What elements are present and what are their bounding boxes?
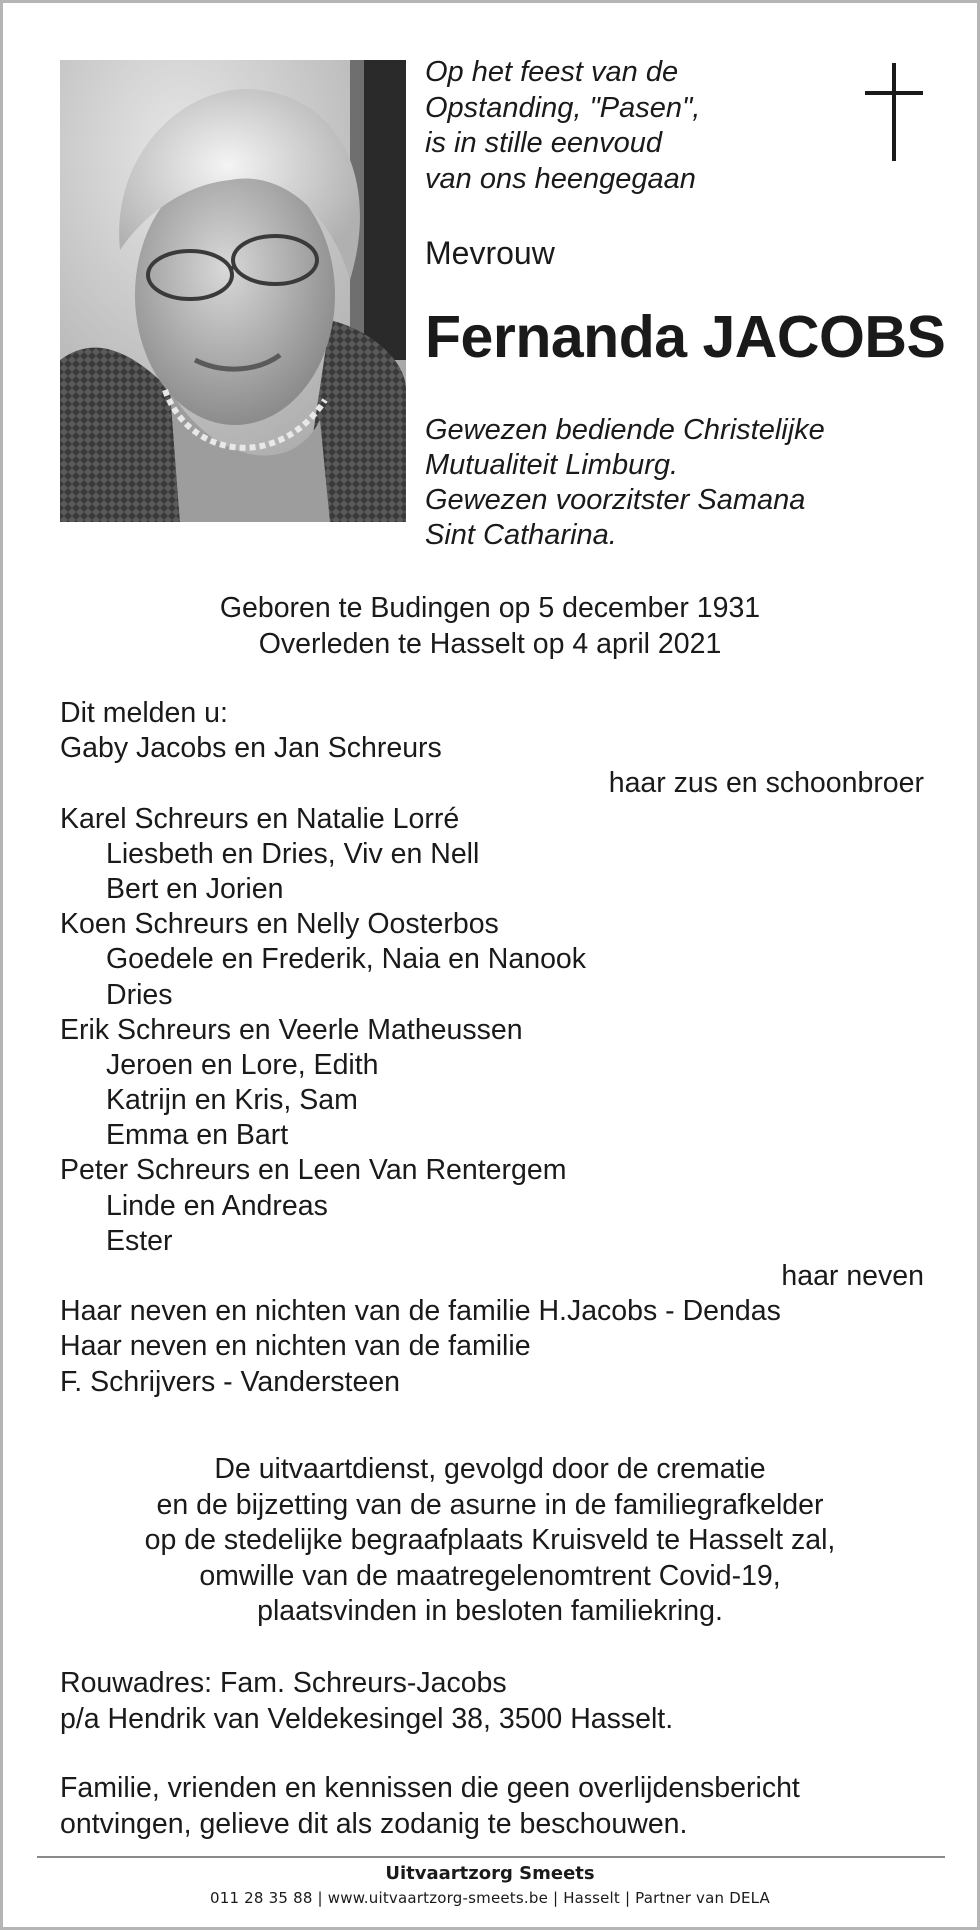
birth-line: Geboren te Budingen op 5 december 1931 [219,592,761,624]
service-line: op de stedelijke begraafplaats Kruisveld te Hasselt zal, [144,1524,836,1556]
family-member-line: Karel Schreurs en Natalie Lorré [60,802,460,835]
family-member-line: Bert en Jorien [106,872,284,905]
notice-line: Familie, vrienden en kennissen die geen overlijdensbericht [60,1772,800,1804]
deceased-name: Fernanda JACOBS [425,304,946,370]
family-relation-label: haar zus en schoonbroer [608,767,924,800]
family-member-line: Koen Schreurs en Nelly Oosterbos [60,908,499,941]
funeral-company-info: 011 28 35 88 | www.uitvaartzorg-smeets.be | Hasselt | Partner van DELA [209,1889,770,1907]
address-line: Rouwadres: Fam. Schreurs-Jacobs [60,1667,507,1699]
portrait-image [60,60,406,522]
intro-text [425,55,700,197]
intro-line: Opstanding, "Pasen", [425,91,701,124]
family-member-line: Jeroen en Lore, Edith [106,1048,379,1081]
bio-line: Gewezen voorzitster Samana [425,484,806,516]
cross-icon [865,63,925,161]
life-dates [3,590,977,662]
family-member-line: Dries [106,978,173,1011]
family-member-line: Erik Schreurs en Veerle Matheussen [60,1013,523,1046]
family-member-line: F. Schrijvers - Vandersteen [60,1365,401,1398]
family-member-line: Liesbeth en Dries, Viv en Nell [106,837,480,870]
funeral-company-name: Uitvaartzorg Smeets [385,1863,595,1884]
family-member-line: Haar neven en nichten van de familie [60,1330,531,1363]
footer-divider [37,1856,945,1858]
biography [425,413,825,553]
notice-text [60,1771,800,1842]
honorific: Mevrouw [425,235,555,271]
bio-line: Sint Catharina. [425,519,617,551]
family-member-line: Gaby Jacobs en Jan Schreurs [60,732,442,765]
notice-line: ontvingen, gelieve dit als zodanig te beschouwen. [60,1807,688,1840]
funeral-service-text [3,1452,977,1630]
address-line: p/a Hendrik van Veldekesingel 38, 3500 Hasselt. [60,1702,674,1735]
service-line: en de bijzetting van de asurne in de familiegrafkelder [156,1488,824,1521]
portrait-photo [60,60,406,522]
family-member-line: Linde en Andreas [106,1189,328,1222]
death-line: Overleden te Hasselt op 4 april 2021 [258,628,722,660]
service-line: omwille van de maatregelenomtrent Covid-19, [199,1559,781,1592]
service-line: De uitvaartdienst, gevolgd door de crematie [214,1453,766,1485]
mourning-address [60,1666,673,1737]
family-member-line: Emma en Bart [106,1119,289,1152]
bio-line: Mutualiteit Limburg. [425,449,679,481]
intro-line: is in stille eenvoud [425,127,662,159]
intro-line: Op het feest van de [425,56,679,88]
bio-line: Gewezen bediende Christelijke [425,414,825,446]
intro-line: van ons heengegaan [425,162,696,195]
family-member-line: Haar neven en nichten van de familie H.Jacobs - Dendas [60,1295,781,1328]
family-member-line: Peter Schreurs en Leen Van Rentergem [60,1154,567,1187]
family-list [60,696,924,1400]
family-member-line: Katrijn en Kris, Sam [106,1084,358,1117]
family-member-line: Ester [106,1224,173,1257]
family-member-line: Dit melden u: [60,697,228,729]
family-member-line: Goedele en Frederik, Naia en Nanook [106,943,587,976]
family-relation-label: haar neven [781,1260,924,1292]
service-line: plaatsvinden in besloten familiekring. [257,1595,723,1627]
